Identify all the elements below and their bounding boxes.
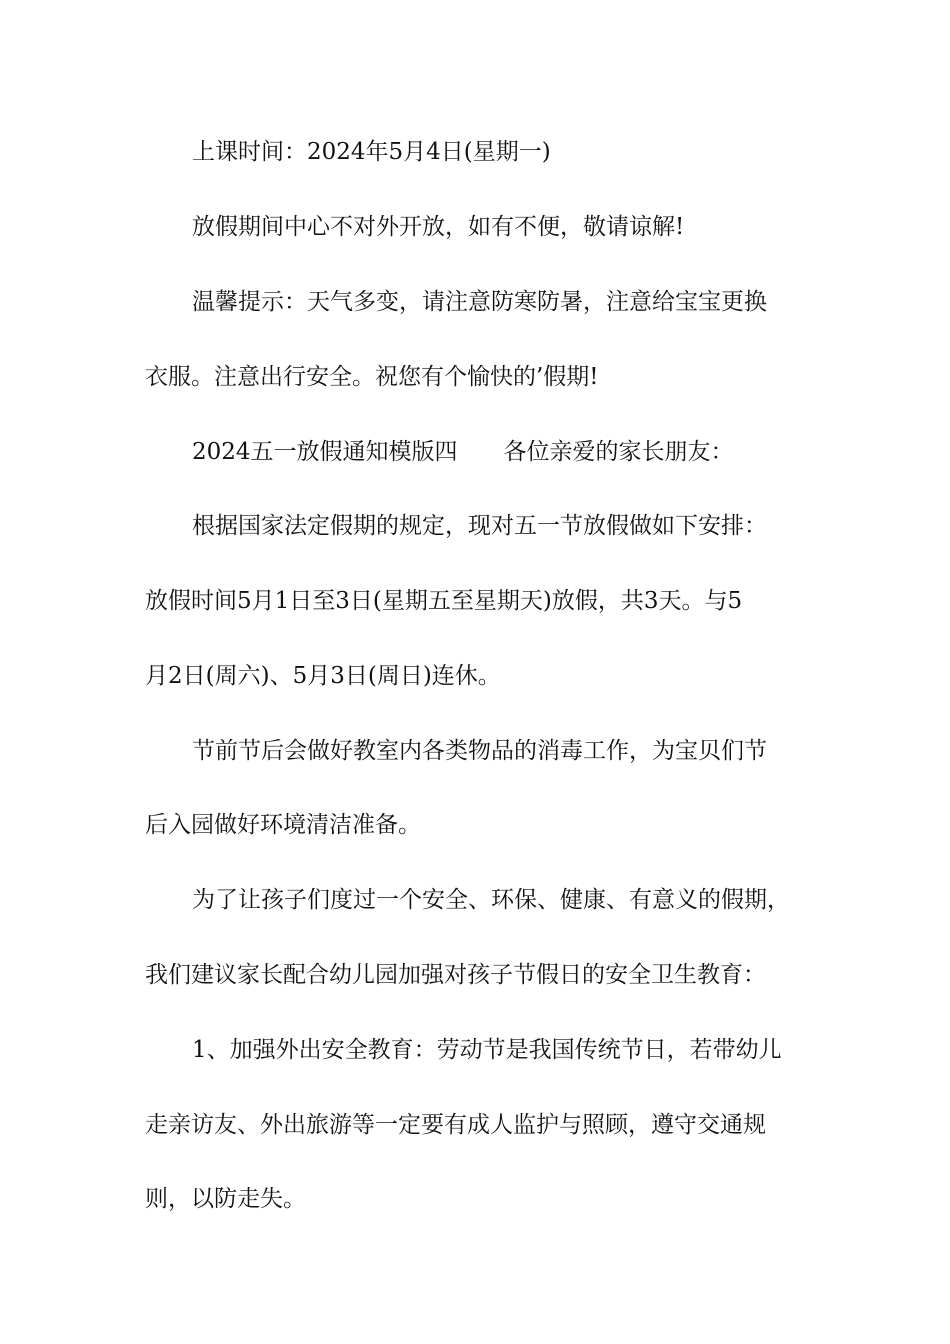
text-line: 温馨提示：天气多变，请注意防寒防暑，注意给宝宝更换 [192,289,767,315]
text-line: 1、加强外出安全教育：劳动节是我国传统节日，若带幼儿 [192,1037,782,1063]
text-line: 衣服。注意出行安全。祝您有个愉快的’假期! [145,364,599,390]
text-line: 放假期间中心不对外开放，如有不便，敬请谅解! [192,214,685,240]
text-line: 我们建议家长配合幼儿园加强对孩子节假日的安全卫生教育： [145,962,766,988]
text-line: 则，以防走失。 [145,1186,306,1212]
text-line: 放假时间5月1日至3日(星期五至星期天)放假，共3天。与5 [145,588,743,614]
text-line: 2024五一放假通知模版四 各位亲爱的家长朋友： [192,439,734,465]
text-line: 走亲访友、外出旅游等一定要有成人监护与照顾，遵守交通规 [145,1112,766,1138]
text-line: 后入园做好环境清洁准备。 [145,812,421,838]
text-line: 节前节后会做好教室内各类物品的消毒工作，为宝贝们节 [192,738,767,764]
text-line: 月2日(周六)、5月3日(周日)连休。 [145,663,501,689]
text-line: 为了让孩子们度过一个安全、环保、健康、有意义的假期， [192,887,790,913]
text-line: 根据国家法定假期的规定，现对五一节放假做如下安排： [192,513,767,539]
text-line: 上课时间：2024年5月4日(星期一) [192,139,551,165]
